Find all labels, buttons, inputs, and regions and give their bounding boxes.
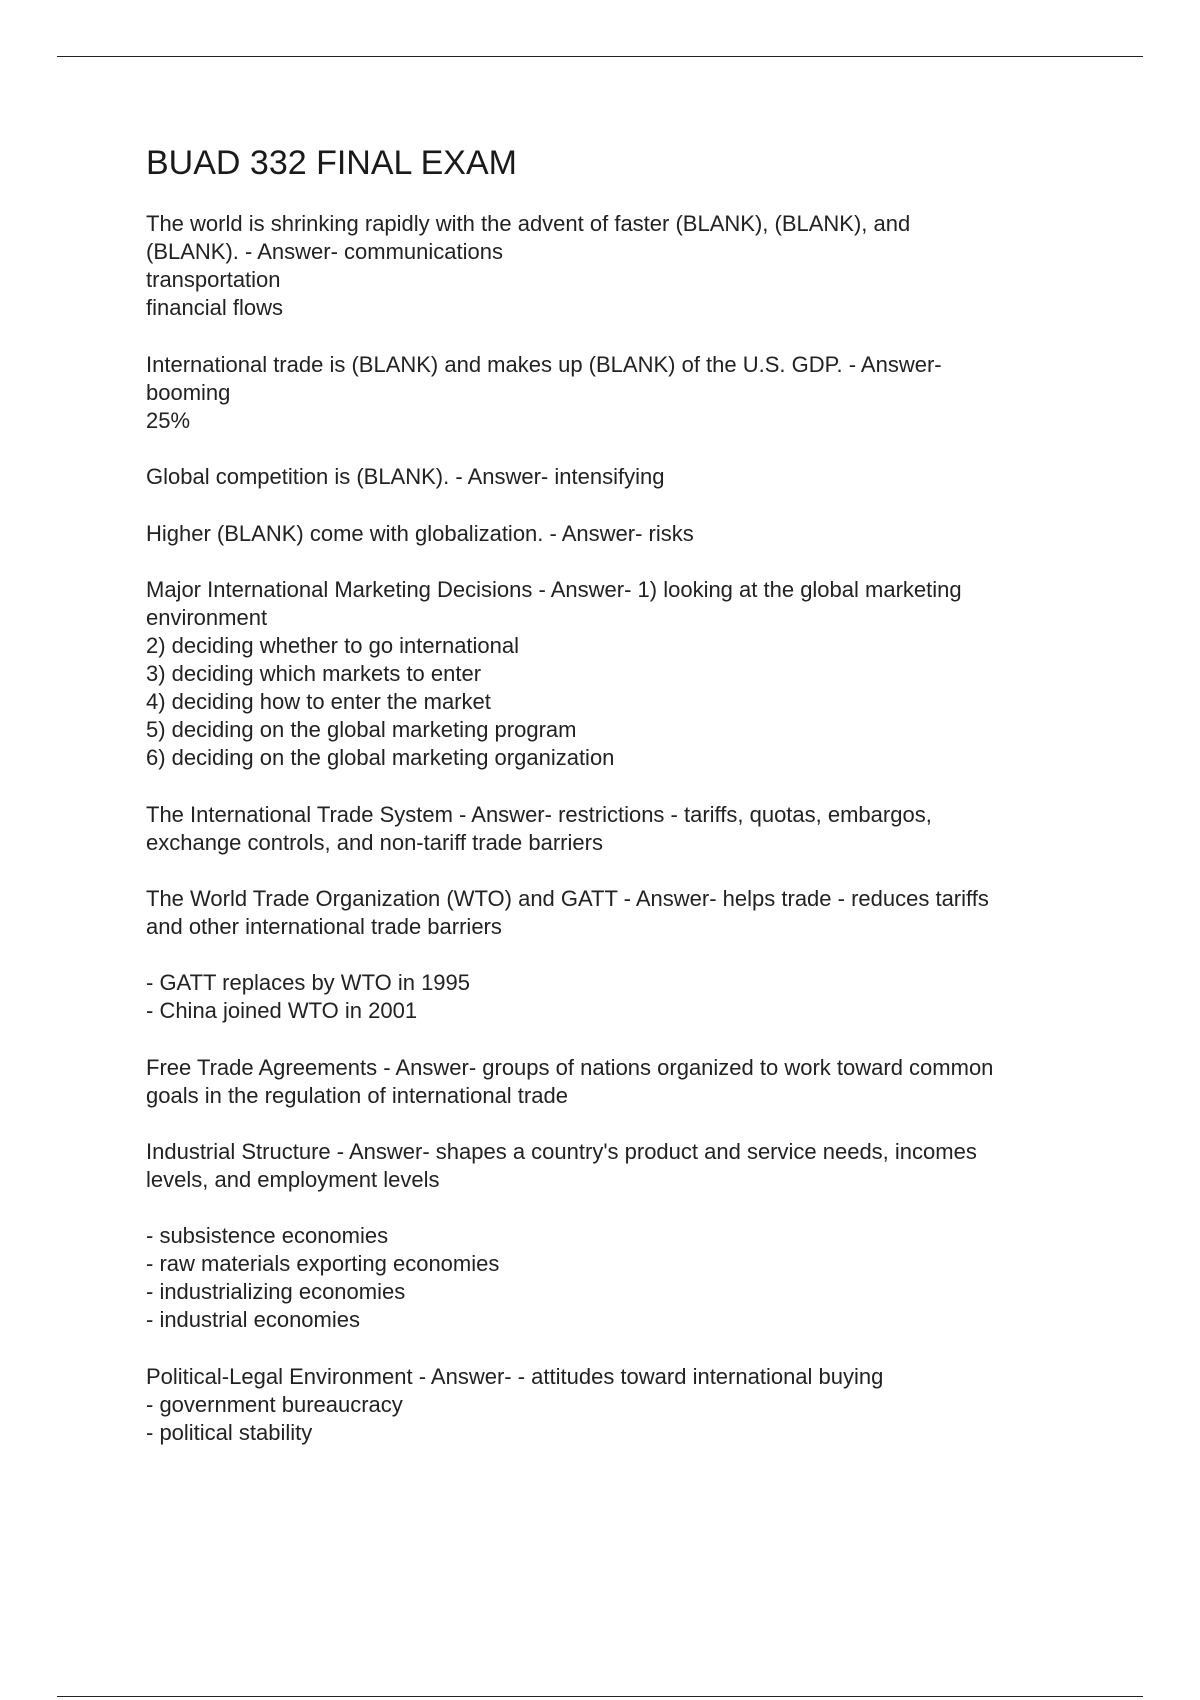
qa-line: The world is shrinking rapidly with the advent of faster (BLANK), (BLANK), and <box>146 211 911 236</box>
document-body <box>146 143 1096 1475</box>
qa-line: 3) deciding which markets to enter <box>146 661 482 686</box>
qa-line: - subsistence economies <box>146 1223 389 1248</box>
qa-line: - industrial economies <box>146 1307 360 1332</box>
top-divider <box>57 56 1143 57</box>
qa-line: - government bureaucracy <box>146 1391 403 1417</box>
qa-item <box>146 1138 1096 1334</box>
blank-line <box>146 1194 1096 1222</box>
qa-line: 6) deciding on the global marketing organization <box>146 745 615 770</box>
qa-line: transportation <box>146 267 281 292</box>
qa-list <box>146 210 1096 1447</box>
qa-line: 5) deciding on the global marketing program <box>146 717 577 742</box>
qa-line: - GATT replaces by WTO in 1995 <box>146 970 471 995</box>
qa-line: - raw materials exporting economies <box>146 1251 500 1276</box>
qa-line: 4) deciding how to enter the market <box>146 689 491 714</box>
qa-line: 2) deciding whether to go international <box>146 633 520 658</box>
qa-line: Free Trade Agreements - Answer- groups of nations organized to work toward common <box>146 1054 994 1080</box>
page-title: BUAD 332 FINAL EXAM <box>146 144 517 182</box>
qa-line: Political-Legal Environment - Answer- - attitudes toward international buying <box>146 1363 884 1389</box>
qa-item <box>146 885 1096 1025</box>
qa-line: 25% <box>146 407 191 433</box>
blank-line <box>146 941 1096 969</box>
qa-line: (BLANK). - Answer- communications <box>146 239 503 264</box>
qa-line: - industrializing economies <box>146 1279 406 1304</box>
qa-line: booming <box>146 379 231 405</box>
qa-item <box>146 210 1096 322</box>
qa-line: and other international trade barriers <box>146 914 502 939</box>
qa-line: exchange controls, and non-tariff trade barriers <box>146 829 603 855</box>
qa-line: Global competition is (BLANK). - Answer- intensifying <box>146 464 665 489</box>
qa-line: financial flows <box>146 295 283 320</box>
qa-line: Major International Marketing Decisions - Answer- 1) looking at the global marketing <box>146 577 962 602</box>
qa-line: Industrial Structure - Answer- shapes a country's product and service needs, incomes <box>146 1139 977 1164</box>
qa-line: The World Trade Organization (WTO) and GATT - Answer- helps trade - reduces tariffs <box>146 886 989 911</box>
qa-item <box>146 576 1096 772</box>
qa-item <box>146 1363 1096 1447</box>
qa-line: levels, and employment levels <box>146 1167 440 1192</box>
qa-item <box>146 351 1096 435</box>
qa-item <box>146 463 1096 491</box>
qa-line: The International Trade System - Answer- restrictions - tariffs, quotas, embargos, <box>146 801 932 827</box>
qa-line: goals in the regulation of international trade <box>146 1082 568 1108</box>
qa-line: Higher (BLANK) come with globalization. - Answer- risks <box>146 520 694 546</box>
qa-item <box>146 801 1096 857</box>
qa-item <box>146 520 1096 548</box>
qa-item <box>146 1054 1096 1110</box>
bottom-divider <box>57 1696 1143 1697</box>
qa-line: - China joined WTO in 2001 <box>146 998 418 1023</box>
qa-line: environment <box>146 605 268 630</box>
qa-line: - political stability <box>146 1419 313 1445</box>
qa-line: International trade is (BLANK) and makes up (BLANK) of the U.S. GDP. - Answer- <box>146 351 942 377</box>
